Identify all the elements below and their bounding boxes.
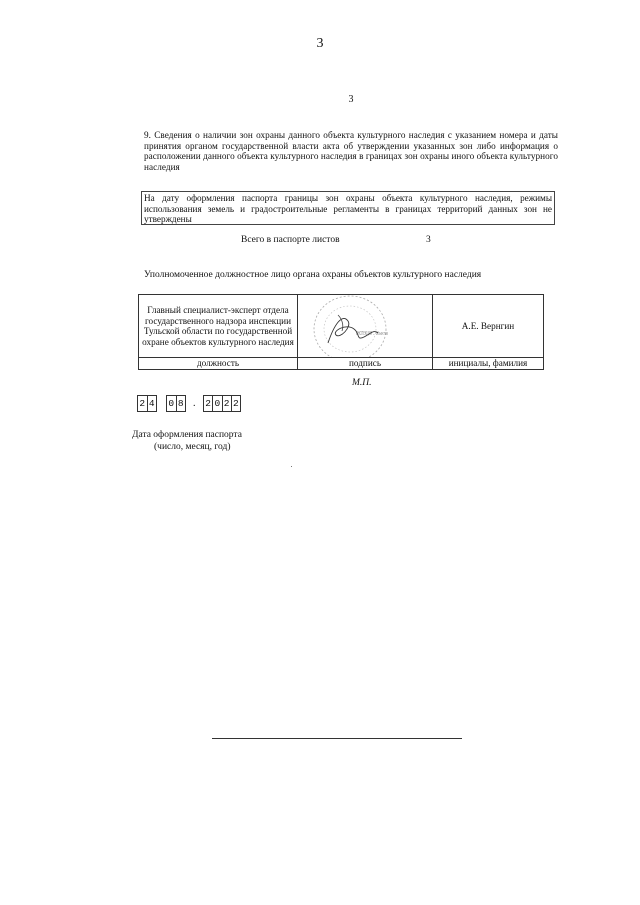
date-caption-format: (число, месяц, год): [154, 442, 231, 452]
bottom-rule: [212, 738, 462, 739]
section-9-heading: 9. Сведения о наличии зон охраны данного объекта культурного наследия с указанием номера и даты принятия органом государственной власти акта об утверждении указанных зон либо информация о расположении данного объекта культурного наследия в границах зон охраны иного объекта культурного наследия: [144, 130, 558, 172]
stamp-text: ИНСПЕКЦИЯ ... объектов: [356, 331, 388, 337]
scan-speck: [291, 466, 292, 467]
total-sheets-value: 3: [426, 235, 431, 245]
date-caption: Дата оформления паспорта: [132, 430, 242, 440]
page-number: 3: [316, 36, 324, 51]
official-name: А.Е. Вернгин: [433, 295, 544, 358]
caption-position: должность: [139, 358, 298, 370]
date-year: 2 0 2 2: [203, 395, 241, 412]
inner-page-number: 3: [348, 94, 354, 105]
section-9-boxed-text: На дату оформления паспорта границы зон охраны объекта культурного наследия, режимы использования земель и градостроительные регламенты в границах территорий данных зон не утверждены: [141, 191, 555, 225]
official-label: Уполномоченное должностное лицо органа охраны объектов культурного наследия: [144, 270, 482, 280]
date-month: 0 8: [166, 395, 186, 412]
mp-label: М.П.: [352, 378, 372, 388]
date-separator: .: [193, 398, 196, 409]
stamp-and-signature: [298, 295, 432, 357]
date-day: 2 4: [137, 395, 157, 412]
caption-name: инициалы, фамилия: [433, 358, 544, 370]
official-position: Главный специалист-эксперт отдела государственного надзора инспекции Тульской области по государственной охране объектов культурного наследия: [139, 295, 298, 358]
signature-cell: [298, 295, 433, 358]
total-sheets-label: Всего в паспорте листов: [241, 235, 340, 245]
caption-signature: подпись: [298, 358, 433, 370]
signature-table: [138, 294, 544, 370]
